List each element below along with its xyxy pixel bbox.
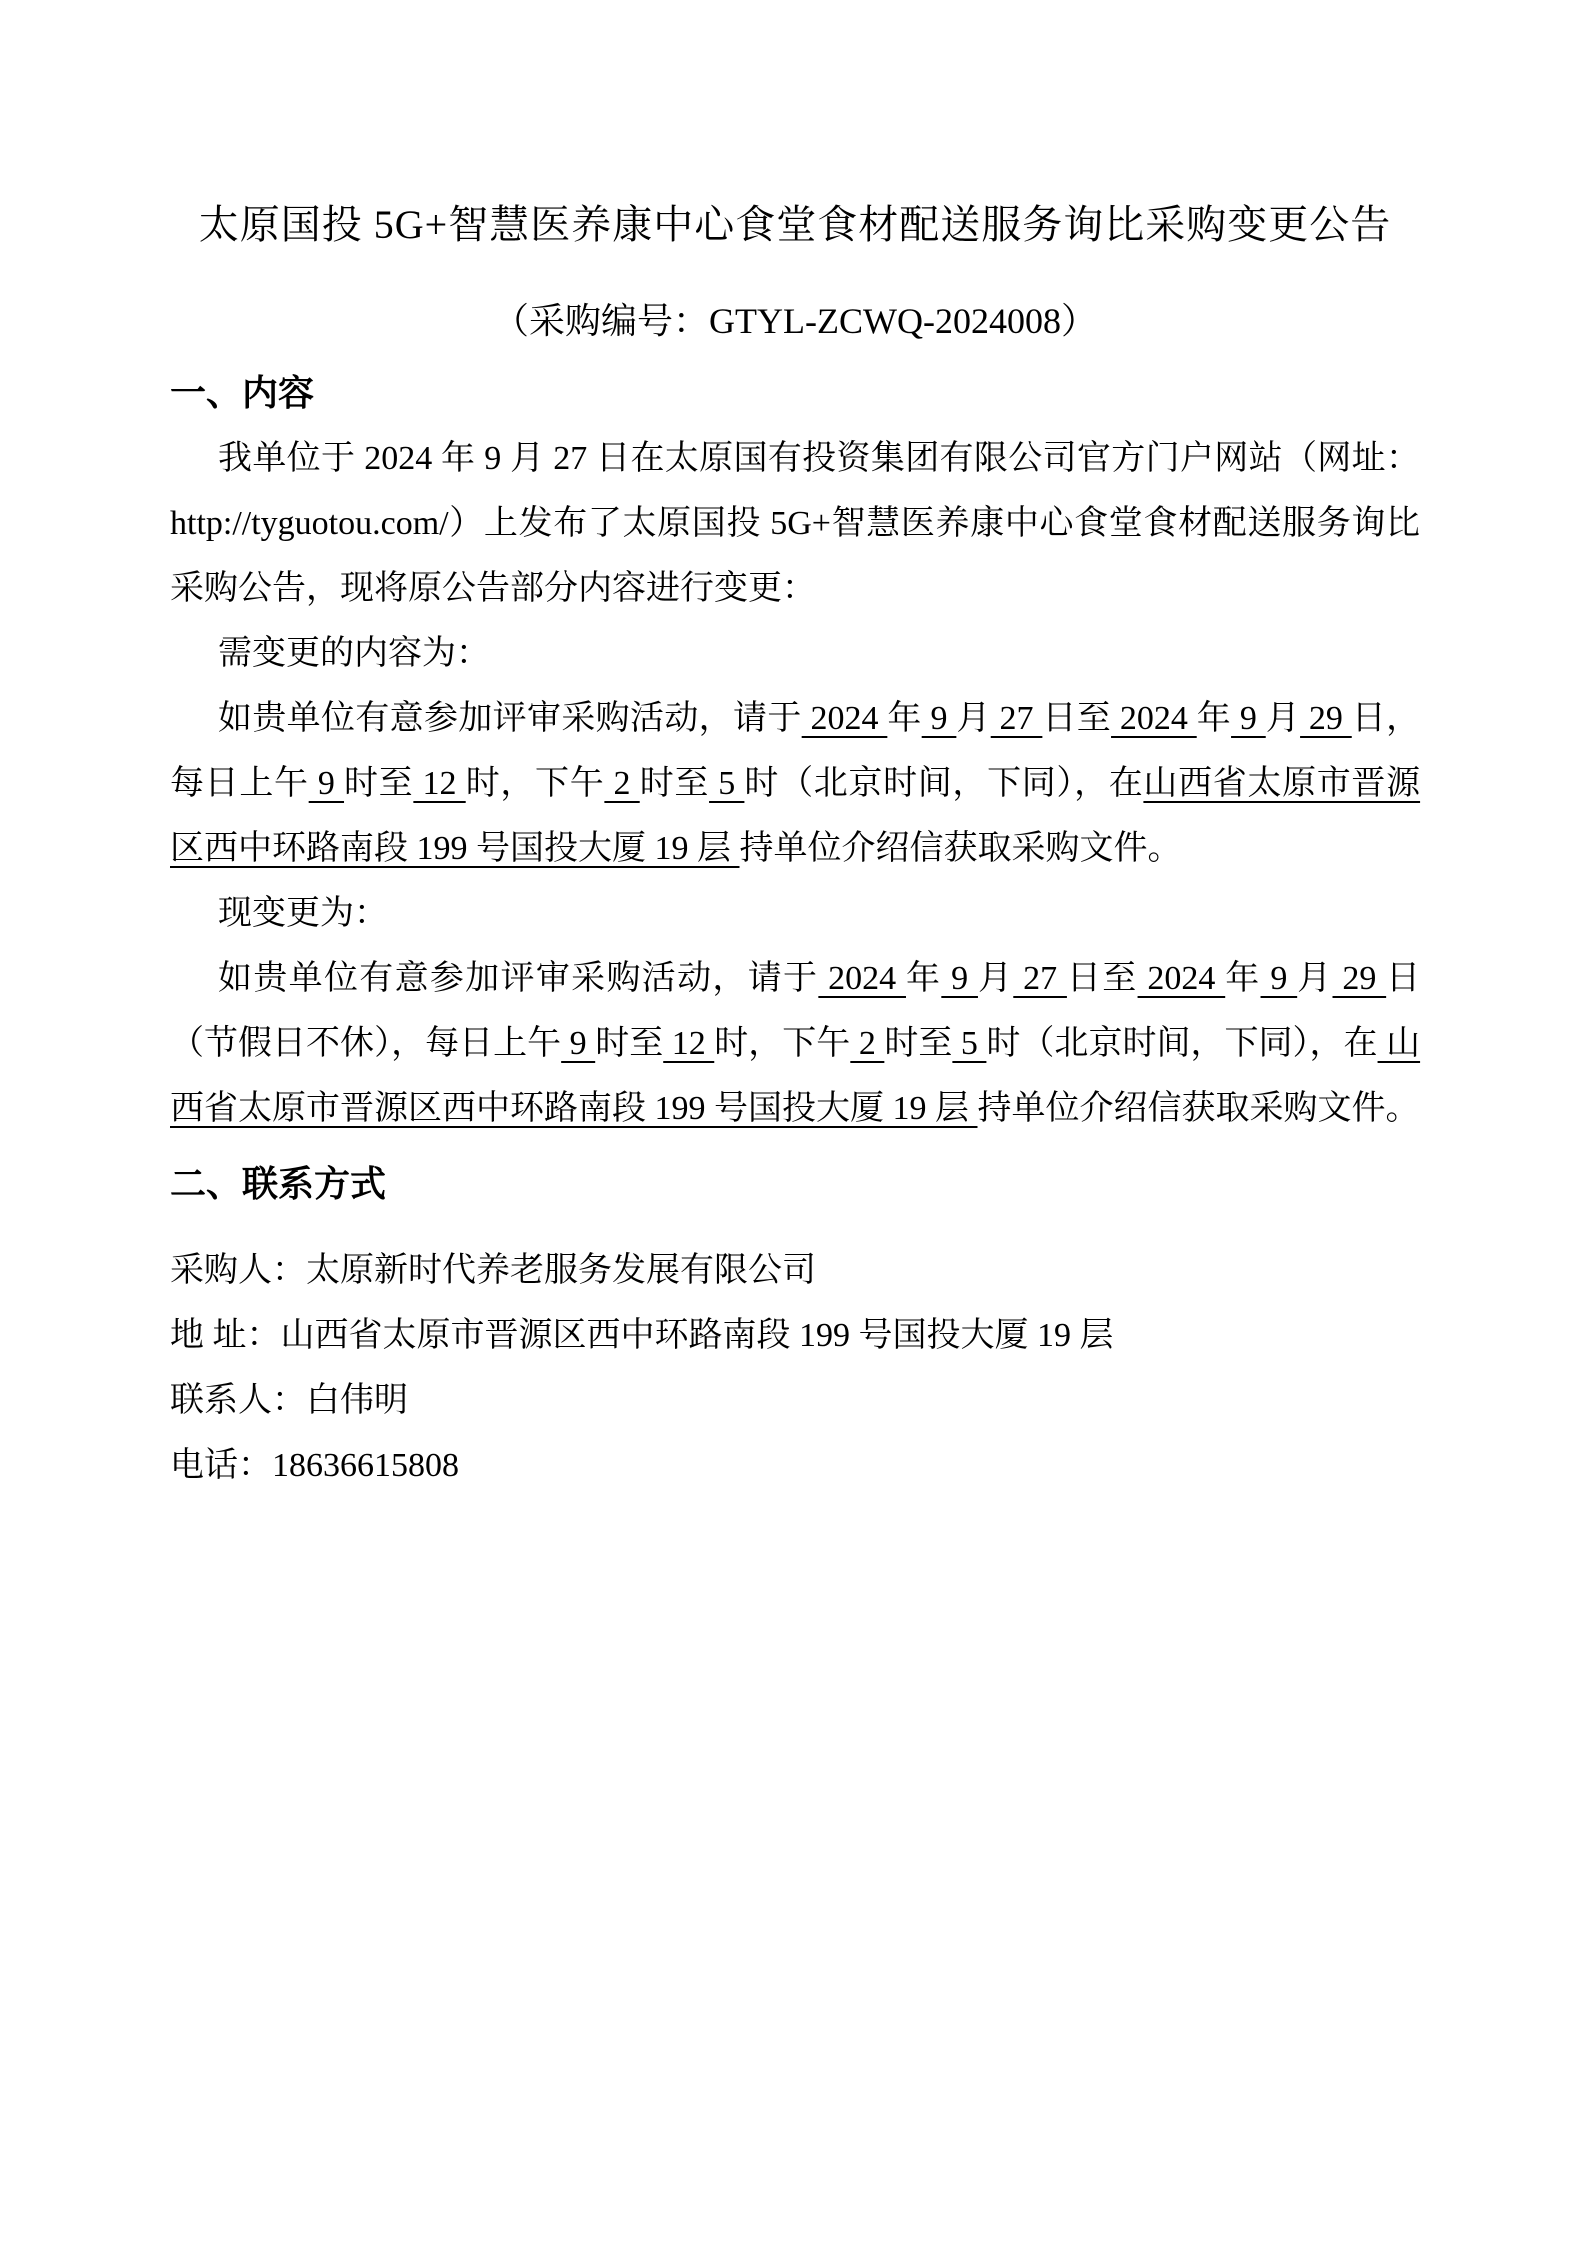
text-run: 日，每日上午 xyxy=(170,700,1421,802)
underline-run: 29 xyxy=(1332,960,1387,997)
text-run: 时，下午 xyxy=(714,1025,851,1062)
underline-run: 5 xyxy=(709,765,745,802)
text-run: 月 xyxy=(977,960,1014,997)
underline-run: 9 xyxy=(941,960,978,997)
text-run: 日至 xyxy=(1042,700,1112,737)
contact-purchaser-line: 采购人：太原新时代养老服务发展有限公司 xyxy=(170,1252,816,1289)
underline-run: 27 xyxy=(990,700,1043,737)
text-run: 时至 xyxy=(884,1025,953,1062)
text-run: 日至 xyxy=(1066,960,1138,997)
underline-run: 5 xyxy=(952,1025,987,1062)
contact-address-line: 地 址：山西省太原市晋源区西中环路南段 199 号国投大厦 19 层 xyxy=(170,1317,1114,1354)
underline-run: 9 xyxy=(561,1025,596,1062)
underline-run: 山西省太原市晋源区西中环路南段 199 号国投大厦 19 层 xyxy=(170,765,1421,867)
paragraph-original-terms xyxy=(170,686,1420,881)
underline-run: 9 xyxy=(921,700,957,737)
text-run: 时至 xyxy=(344,765,414,802)
text-run: 如贵单位有意参加评审采购活动，请于 xyxy=(218,700,802,737)
text-run: 时（北京时间，下同），在 xyxy=(744,765,1144,802)
text-run: 年 xyxy=(1196,700,1232,737)
paragraph-change-needed-label: 需变更的内容为： xyxy=(218,635,490,672)
underline-run: 9 xyxy=(1260,960,1298,997)
underline-run: 山西省太原市晋源区西中环路南段 199 号国投大厦 19 层 xyxy=(170,1025,1421,1127)
underline-run: 2024 xyxy=(1137,960,1226,997)
underline-run: 2 xyxy=(850,1025,885,1062)
text-run: 日（节假日不休），每日上午 xyxy=(170,960,1421,1062)
text-run: 如贵单位有意参加评审采购活动，请于 xyxy=(218,960,819,997)
text-run: 时，下午 xyxy=(465,765,605,802)
text-run: 持单位介绍信获取采购文件。 xyxy=(977,1090,1420,1127)
underline-run: 9 xyxy=(1231,700,1266,737)
underline-run: 12 xyxy=(663,1025,715,1062)
underline-run: 2024 xyxy=(801,700,888,737)
section-contact-heading: 二、联系方式 xyxy=(170,1163,387,1204)
paragraph-new-terms xyxy=(170,946,1420,1141)
text-run: 时至 xyxy=(595,1025,664,1062)
text-run: 年 xyxy=(887,700,922,737)
contact-person-line: 联系人：白伟明 xyxy=(170,1382,408,1419)
paragraph-changed-label: 现变更为： xyxy=(218,895,388,932)
contact-block xyxy=(170,1238,1420,1498)
section-content-heading: 一、内容 xyxy=(170,372,315,413)
underline-run: 9 xyxy=(308,765,345,802)
underline-run: 29 xyxy=(1300,700,1352,737)
underline-run: 2024 xyxy=(1111,700,1197,737)
text-run: 年 xyxy=(1225,960,1261,997)
text-run: 持单位介绍信获取采购文件。 xyxy=(739,830,1182,867)
document-subtitle: （采购编号：GTYL-ZCWQ-2024008） xyxy=(493,301,1097,341)
text-run: 时至 xyxy=(639,765,710,802)
text-run: 月 xyxy=(1297,960,1333,997)
underline-run: 27 xyxy=(1013,960,1067,997)
paragraph-publish-info: 我单位于 2024 年 9 月 27 日在太原国有投资集团有限公司官方门户网站（网址：http://tyguotou.com/）上发布了太原国投 5G+智慧医养康中心食堂食材配送服务询比采购公告，现将原公告部分内容进行变更： xyxy=(170,440,1420,607)
underline-run: 12 xyxy=(413,765,466,802)
text-run: 月 xyxy=(956,700,991,737)
underline-run: 2024 xyxy=(818,960,906,997)
underline-run: 2 xyxy=(604,765,640,802)
text-run: 时（北京时间，下同），在 xyxy=(986,1025,1378,1062)
text-run: 月 xyxy=(1265,700,1301,737)
document-title: 太原国投 5G+智慧医养康中心食堂食材配送服务询比采购变更公告 xyxy=(198,202,1392,247)
text-run: 年 xyxy=(905,960,942,997)
contact-phone-line: 电话：18636615808 xyxy=(170,1447,459,1484)
